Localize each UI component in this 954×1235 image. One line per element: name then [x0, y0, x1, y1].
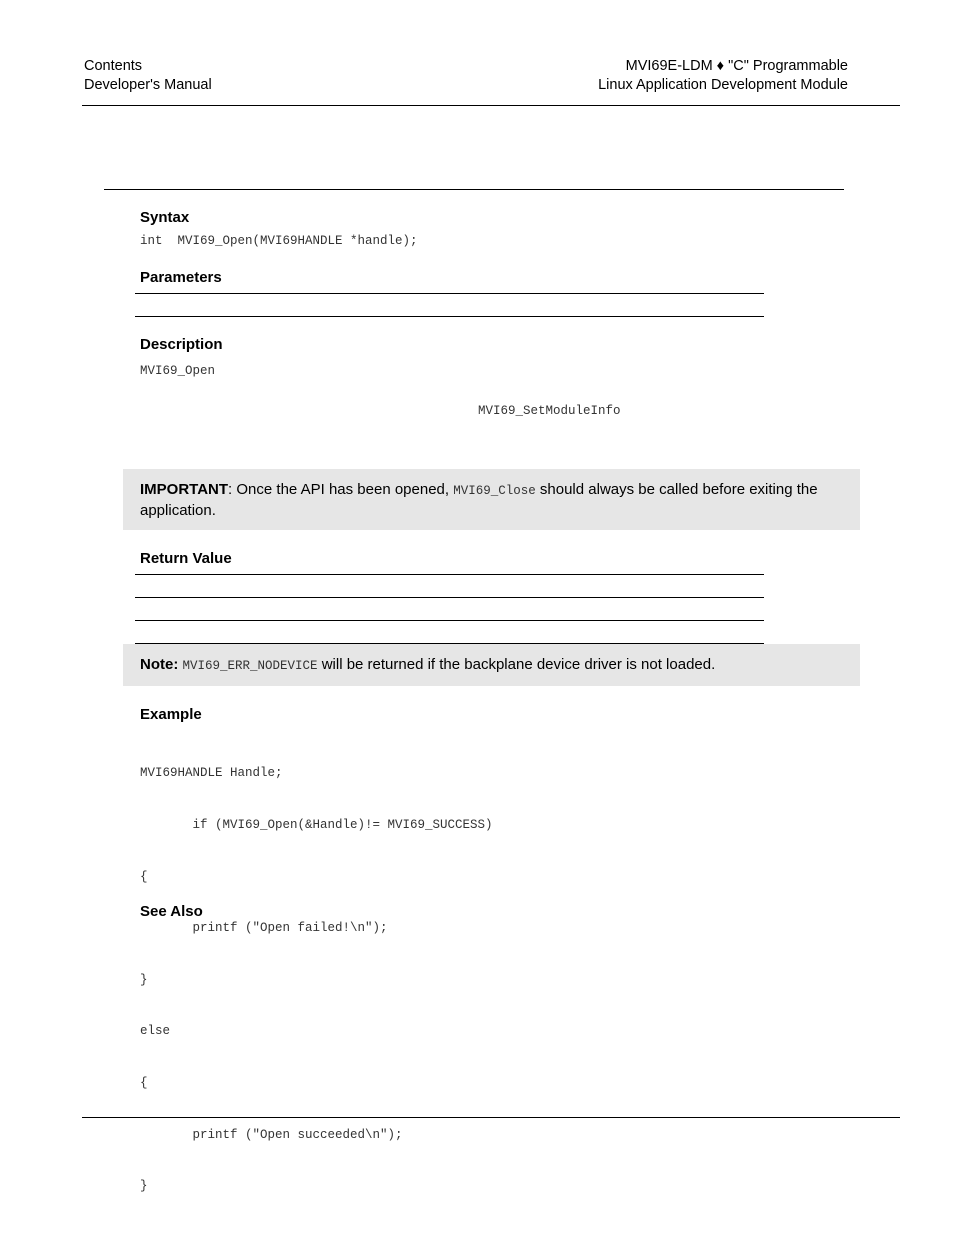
- return-table-rule: [135, 597, 764, 598]
- note-text: [140, 655, 830, 676]
- footer-divider: [82, 1117, 900, 1118]
- parameters-table-rule: [135, 293, 764, 294]
- header-manual-name: Developer's Manual: [84, 77, 212, 93]
- example-code-block: [140, 731, 493, 1213]
- example-heading: Example: [140, 706, 202, 723]
- code-line: MVI69HANDLE Handle;: [140, 766, 283, 781]
- return-table-rule: [135, 620, 764, 621]
- parameters-table-rule: [135, 316, 764, 317]
- important-text-after: should always be called before exiting the application.: [140, 481, 818, 519]
- return-table-rule: [135, 574, 764, 575]
- note-label: Note:: [140, 656, 179, 673]
- important-callout: [123, 469, 860, 530]
- code-line: printf ("Open succeeded\n");: [140, 1127, 403, 1142]
- important-code: MVI69_Close: [453, 484, 536, 498]
- description-code-function: MVI69_Open: [140, 364, 216, 378]
- description-heading: Description: [140, 336, 223, 353]
- note-text-after: will be returned if the backplane device driver is not loaded.: [317, 656, 716, 673]
- see-also-heading: See Also: [140, 903, 203, 920]
- code-line: }: [140, 1179, 148, 1194]
- note-callout: [123, 644, 860, 686]
- section-top-rule: [104, 189, 844, 190]
- code-line: else: [140, 1024, 171, 1039]
- return-value-heading: Return Value: [140, 550, 232, 567]
- important-text: [140, 480, 830, 521]
- note-code: MVI69_ERR_NODEVICE: [182, 659, 318, 673]
- description-code-reference: MVI69_SetModuleInfo: [478, 404, 621, 418]
- code-line: if (MVI69_Open(&Handle)!= MVI69_SUCCESS): [140, 818, 493, 833]
- important-label: IMPORTANT: [140, 481, 229, 498]
- syntax-heading: Syntax: [140, 209, 190, 226]
- parameters-heading: Parameters: [140, 269, 222, 286]
- code-line: {: [140, 1076, 148, 1091]
- important-text-before: : Once the API has been opened,: [228, 481, 454, 498]
- code-line: {: [140, 869, 148, 884]
- code-line: printf ("Open failed!\n");: [140, 921, 388, 936]
- code-line: }: [140, 972, 148, 987]
- header-product-name: MVI69E-LDM ♦ "C" Programmable: [625, 58, 848, 74]
- page-header-left: [84, 57, 212, 95]
- header-section-title: Contents: [84, 58, 143, 74]
- page-header-right: [598, 57, 848, 95]
- header-product-subtitle: Linux Application Development Module: [598, 77, 848, 93]
- header-divider: [82, 105, 900, 106]
- syntax-code: int MVI69_Open(MVI69HANDLE *handle);: [140, 234, 418, 248]
